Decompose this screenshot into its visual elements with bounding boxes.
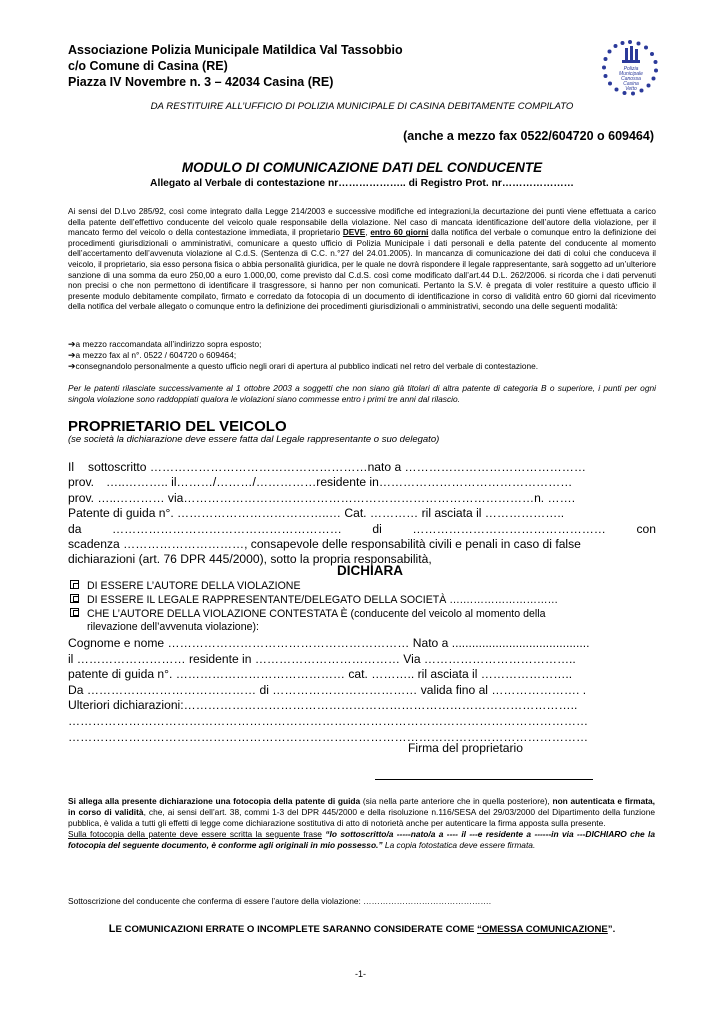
driver-line-extra-1: ………………………………………………………………………………………………………………… [68, 713, 589, 728]
arrow-icon: ➔ [68, 350, 76, 360]
checkbox-author[interactable] [70, 580, 79, 589]
arrow-icon: ➔ [68, 339, 76, 349]
points-note: Per le patenti rilasciate successivamente al 1 ottobre 2003 a soggetti che non siano già titolari di altra patente di categoria B o superiore, i punti per ogni singola violazione sono raddoppiati qualora le violazioni siano commesse entro i primi tre anni dal rilascio. [68, 383, 656, 404]
owner-subheading: (se società la dichiarazione deve essere fatta dal Legale rappresentante o suo delegato) [68, 434, 440, 445]
driver-line-license: patente di guida n°. …………………………………… cat. ……….. ril asciata il ………………….. [68, 667, 573, 682]
form-title: MODULO DI COMUNICAZIONE DATI DEL CONDUCENTE [181, 160, 543, 175]
owner-line-address: prov. …..………… via……………………………………………………………………………n. ……. [68, 490, 576, 505]
org-name: Associazione Polizia Municipale Matildica Val Tassobbio [68, 43, 403, 57]
intro-paragraph: Ai sensi del D.Lvo 285/92, così come integrato dalla Legge 214/2003 e successive modifiche ed integrazioni,la decurtazione dei punti viene effettuata a carico della patente dell’effettivo conducente del veicolo quale responsabile della violazione. Nel caso di mancata identificazione dell’autore della violazione, per il mancato fermo del veicolo o della contestazione immediata, il proprietario DEVE, entro 60 giorni dalla notifica del verbale o comunque entro la definizione dei procedimenti giurisdizionali o amministrativi, comunicare a questo ufficio di Polizia Municipale i dati personali e della patente del conducente al momento dell’accertamento dell’avvenuta violazione al C.d.S. (Sentenza di C.C. n.°27 del 24.01.2005). In mancanza di comunicazione dei dati di colui che conduceva il veicolo, il proprietario, sia esso persona fisica o abbia personalità giuridica, per le quale ne dovrà rispondere il legale rappresentante, sarà soggetto ad un’ulteriore sanzione di una somma da euro 250,00 a euro 1.000,00, come previsto dal C.d.S. così come modificato dall’art.44 D.L. 262/2006. si ricorda che i dati pervenuti non precisi o che non permettono di identificare il trasgressore, si hanno per non comunicati. Pertanto la S.V. è pregata di voler restituire a questo ufficio il presente modulo debitamente compilato, firmato e corredato da fotocopia di un documento di identificazione in corso di validità entro 60 giorni dal ricevimento della notifica del verbale allegato o comunque entro la definizione dei procedimenti giurisdizionali o amministrativi, secondo una delle seguenti modalità: [68, 207, 656, 312]
fax-note: (anche a mezzo fax 0522/604720 o 609464) [403, 129, 654, 143]
owner-form [68, 460, 656, 568]
police-logo [600, 38, 660, 98]
owner-line-birth: prov. …..……….. il………/………/……………residente in………………………………………… [68, 475, 573, 490]
owner-heading: PROPRIETARIO DEL VEICOLO [68, 418, 287, 435]
driver-confirmation: Sottoscrizione del conducente che conferma di essere l’autore della violazione: ………………………………………. [68, 896, 492, 906]
logo-text-1: Polizia [623, 66, 639, 72]
declaration-option-driver-cont: rilevazione dell’avvenuta violazione): [87, 621, 259, 634]
owner-line-license: Patente di guida n°. ………………………………..… Cat. ………… ril asciata il ……………….. [68, 506, 565, 521]
delivery-option-mail: ➔a mezzo raccomandata all’indirizzo sopra esposto; [68, 339, 262, 349]
org-address: Piazza IV Novembre n. 3 – 42034 Casina (RE) [68, 75, 334, 89]
driver-line-further: Ulteriori dichiarazioni:…………………………………………………………………………………….. [68, 698, 578, 713]
driver-line-name: Cognome e nome …………………………………………………… Nato a ......................................... [68, 636, 590, 650]
declaration-option-driver: CHE L’AUTORE DELLA VIOLAZIONE CONTESTATA È (conducente del veicolo al momento della [68, 608, 658, 622]
logo-text-5: Vetto [625, 86, 637, 92]
arrow-icon: ➔ [68, 361, 76, 371]
owner-line-name: Il sottoscritto ………………………………………………nato a ……………………………………… [68, 460, 586, 474]
signature-line[interactable] [375, 779, 593, 780]
driver-line-birth: il ……………………… residente in ……………………………… Via ……………………………….. [68, 651, 576, 666]
delivery-option-fax: ➔a mezzo fax al n°. 0522 / 604720 o 609464; [68, 350, 237, 360]
page-number: -1- [355, 969, 366, 979]
owner-line-declaration: dichiarazioni (art. 76 DPR 445/2000), sotto la propria responsabilità, [68, 552, 432, 567]
owner-line-expiry: scadenza …………………………, consapevole delle responsabilità civili e penali in caso di false [68, 537, 581, 552]
declaration-options [68, 580, 658, 635]
checkbox-driver[interactable] [70, 608, 79, 617]
declaration-option-representative: DI ESSERE IL LEGALE RAPPRESENTANTE/DELEGATO DELLA SOCIETÀ ….……………………… [68, 594, 658, 608]
logo-text-4: Casina [623, 81, 639, 87]
logo-text-3: Canossa [621, 76, 641, 82]
org-address-co: c/o Comune di Casina (RE) [68, 59, 228, 73]
owner-line-issued: da ………………………………………………… di ………………………………………… con [68, 521, 656, 536]
driver-line-issued: Da …………………………………… di ……………………………… valida fino al …………………. . [68, 682, 587, 697]
attachment-paragraph: Si allega alla presente dichiarazione una fotocopia della patente di guida (sia nella parte anteriore che in quella posteriore), non autenticata e firmata, in corso di validità, che, ai sensi dell’art. 38, commi 1-3 del DPR 445/2000 e della risoluzione n.116/SESA del 29/03/2000 del Dipartimento della funzione pubblica, è valida a tutti gli effetti di legge come dichiarazione sostitutiva di atto di notorietà anche per autenticare la firma apposta sulla presente. Sulla fotocopia della patente deve essere scritta la seguente frase “Io sottoscritto/a -----nato/a a ---- il ---e residente a ------in via ---DICHIARO che la fotocopia del seguente documento, è conforme agli originali in mio possesso.” La copia fotostatica deve essere firmata. [68, 796, 656, 850]
logo-text-2: Municipale [619, 71, 643, 77]
driver-form [68, 636, 656, 745]
return-note: DA RESTITUIRE ALL’UFFICIO DI POLIZIA MUNICIPALE DI CASINA DEBITAMENTE COMPILATO [150, 101, 574, 112]
form-subtitle: Allegato al Verbale di contestazione nr……………….. di Registro Prot. nr………………… [150, 178, 574, 189]
delivery-option-hand: ➔consegnandolo personalmente a questo ufficio negli orari di apertura al pubblico indicati nel retro del verbale di contestazione. [68, 361, 539, 371]
signature-label: Firma del proprietario [408, 741, 523, 755]
dichiara-heading: DICHIARA [337, 563, 403, 578]
checkbox-representative[interactable] [70, 594, 79, 603]
driver-line-extra-2: ………………………………………………………………………………………………………………… [68, 729, 589, 744]
declaration-option-author: DI ESSERE L’AUTORE DELLA VIOLAZIONE [68, 580, 658, 594]
warning-text: LE COMUNICAZIONI ERRATE O INCOMPLETE SARANNO CONSIDERATE COME “OMESSA COMUNICAZIONE”. [108, 923, 616, 935]
